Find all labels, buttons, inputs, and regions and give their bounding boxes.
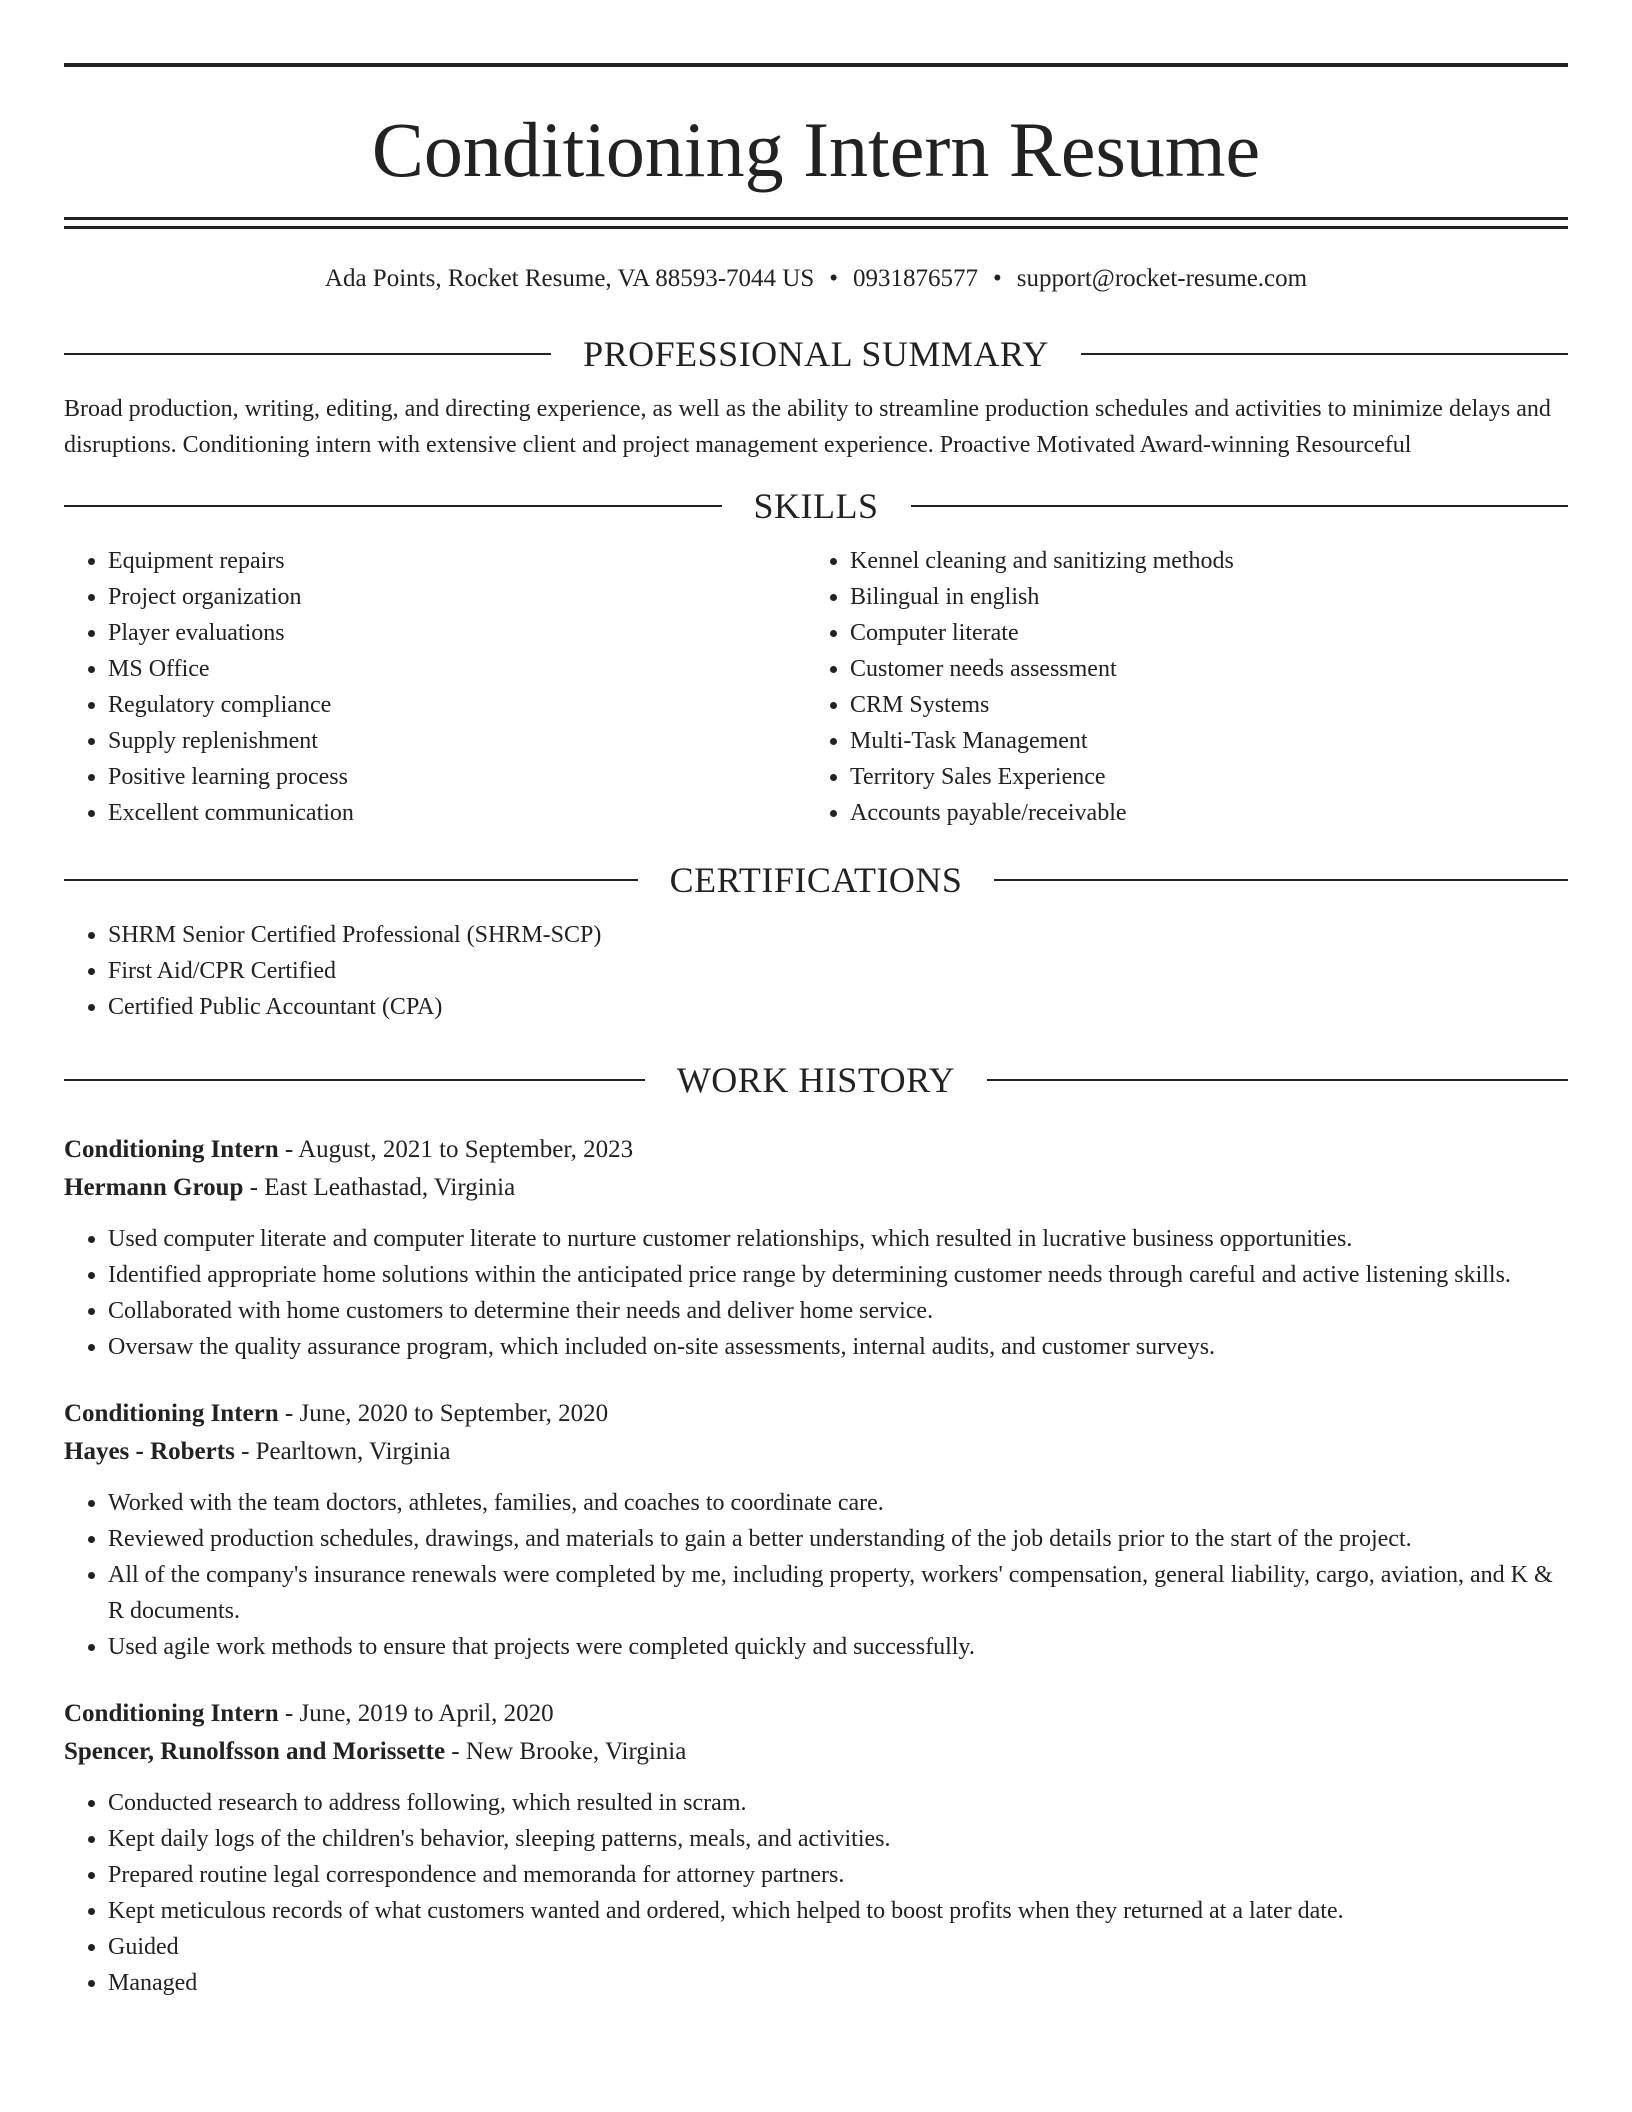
job-title-line [64, 1131, 1568, 1169]
heading-rule [64, 505, 722, 507]
list-item: • MS Office [108, 651, 806, 687]
job-title-line [64, 1695, 1568, 1733]
section-heading-certifications [64, 855, 1568, 905]
section-title-skills: SKILLS [753, 486, 879, 526]
list-item: • Customer needs assessment [850, 651, 1548, 687]
heading-rule [911, 505, 1569, 507]
list-item: • Conducted research to address following, which resulted in scram. [108, 1785, 1568, 1821]
contact-address: Ada Points, Rocket Resume, VA 88593-7044 US [324, 265, 815, 292]
section-title-certifications: CERTIFICATIONS [669, 860, 963, 900]
top-rule [64, 63, 1568, 67]
heading-rule [994, 879, 1568, 881]
skills-list [64, 543, 1568, 831]
list-item: • Player evaluations [108, 615, 806, 651]
page-title: Conditioning Intern Resume [371, 106, 1261, 193]
list-item: • First Aid/CPR Certified [108, 953, 1568, 989]
certifications-list [64, 917, 1568, 1025]
job-company-line [64, 1169, 1568, 1207]
heading-rule [987, 1079, 1568, 1081]
job-dates: - August, 2021 to September, 2023 [278, 1136, 634, 1163]
skills-column-right [806, 543, 1548, 831]
list-item: • Positive learning process [108, 759, 806, 795]
list-item: • Guided [108, 1929, 1568, 1965]
list-item: • Collaborated with home customers to determine their needs and deliver home service. [108, 1293, 1568, 1329]
list-item: • Reviewed production schedules, drawings, and materials to gain a better understanding of the job details prior to the start of the project. [108, 1521, 1568, 1557]
job-entry [64, 1131, 1568, 1365]
list-item: • Used computer literate and computer literate to nurture customer relationships, which resulted in lucrative business opportunities. [108, 1221, 1568, 1257]
list-item: • Prepared routine legal correspondence and memoranda for attorney partners. [108, 1857, 1568, 1893]
job-company: Spencer, Runolfsson and Morissette [64, 1738, 446, 1765]
contact-separator: • [829, 265, 839, 292]
section-heading-work-history [64, 1055, 1568, 1105]
section-title-work-history: WORK HISTORY [676, 1060, 956, 1100]
job-title: Conditioning Intern [64, 1400, 279, 1427]
contact-email: support@rocket-resume.com [1016, 265, 1308, 292]
list-item: • Bilingual in english [850, 579, 1548, 615]
list-item: • Supply replenishment [108, 723, 806, 759]
list-item: • Used agile work methods to ensure that projects were completed quickly and successfully. [108, 1629, 1568, 1665]
job-dates: - June, 2020 to September, 2020 [278, 1400, 609, 1427]
list-item: • Oversaw the quality assurance program, which included on-site assessments, internal audits, and customer surveys. [108, 1329, 1568, 1365]
list-item: • Identified appropriate home solutions within the anticipated price range by determining customer needs through careful and active listening skills. [108, 1257, 1568, 1293]
heading-rule [64, 353, 551, 355]
list-item: • Computer literate [850, 615, 1548, 651]
list-item: • Excellent communication [108, 795, 806, 831]
section-title-summary: PROFESSIONAL SUMMARY [583, 334, 1049, 374]
job-dates: - June, 2019 to April, 2020 [278, 1700, 554, 1727]
heading-rule [1081, 353, 1568, 355]
job-title: Conditioning Intern [64, 1700, 279, 1727]
list-item: • Kept meticulous records of what customers wanted and ordered, which helped to boost profits when they returned at a later date. [108, 1893, 1568, 1929]
list-item: • Managed [108, 1965, 1568, 2001]
list-item: • Accounts payable/receivable [850, 795, 1548, 831]
job-entry [64, 1395, 1568, 1665]
job-title-line [64, 1395, 1568, 1433]
list-item: • SHRM Senior Certified Professional (SHRM-SCP) [108, 917, 1568, 953]
job-company: Hermann Group [64, 1174, 244, 1201]
contact-phone: 0931876577 [853, 265, 979, 292]
heading-rule [64, 1079, 645, 1081]
job-company-line [64, 1733, 1568, 1771]
list-item: • Equipment repairs [108, 543, 806, 579]
section-heading-skills [64, 481, 1568, 531]
job-company-line [64, 1433, 1568, 1471]
job-company: Hayes - Roberts [64, 1438, 235, 1465]
skills-column-left [64, 543, 806, 831]
list-item: • Kennel cleaning and sanitizing methods [850, 543, 1548, 579]
summary-text: Broad production, writing, editing, and directing experience, as well as the ability to streamline production schedules and activities to minimize delays and disruptions. Conditioning intern with extensive client and project management experience. Proactive Motivated Award-winning Resourceful [64, 396, 1551, 458]
list-item: • Certified Public Accountant (CPA) [108, 989, 1568, 1025]
contact-separator: • [993, 265, 1002, 292]
list-item: • All of the company's insurance renewals were completed by me, including property, workers' compensation, general liability, cargo, aviation, and K & R documents. [108, 1557, 1568, 1629]
list-item: • Multi-Task Management [850, 723, 1548, 759]
list-item: • Regulatory compliance [108, 687, 806, 723]
list-item: • Project organization [108, 579, 806, 615]
heading-rule [64, 879, 638, 881]
list-item: • Kept daily logs of the children's behavior, sleeping patterns, meals, and activities. [108, 1821, 1568, 1857]
job-location: - Pearltown, Virginia [234, 1438, 451, 1465]
resume-page [64, 0, 1568, 2001]
section-heading-summary [64, 329, 1568, 379]
list-item: • CRM Systems [850, 687, 1548, 723]
list-item: • Territory Sales Experience [850, 759, 1548, 795]
title-double-rule [64, 217, 1568, 229]
job-title: Conditioning Intern [64, 1136, 279, 1163]
job-location: - East Leathastad, Virginia [243, 1174, 516, 1201]
job-entry [64, 1695, 1568, 2001]
job-location: - New Brooke, Virginia [445, 1738, 687, 1765]
list-item: • Worked with the team doctors, athletes, families, and coaches to coordinate care. [108, 1485, 1568, 1521]
contact-line [64, 261, 1568, 297]
